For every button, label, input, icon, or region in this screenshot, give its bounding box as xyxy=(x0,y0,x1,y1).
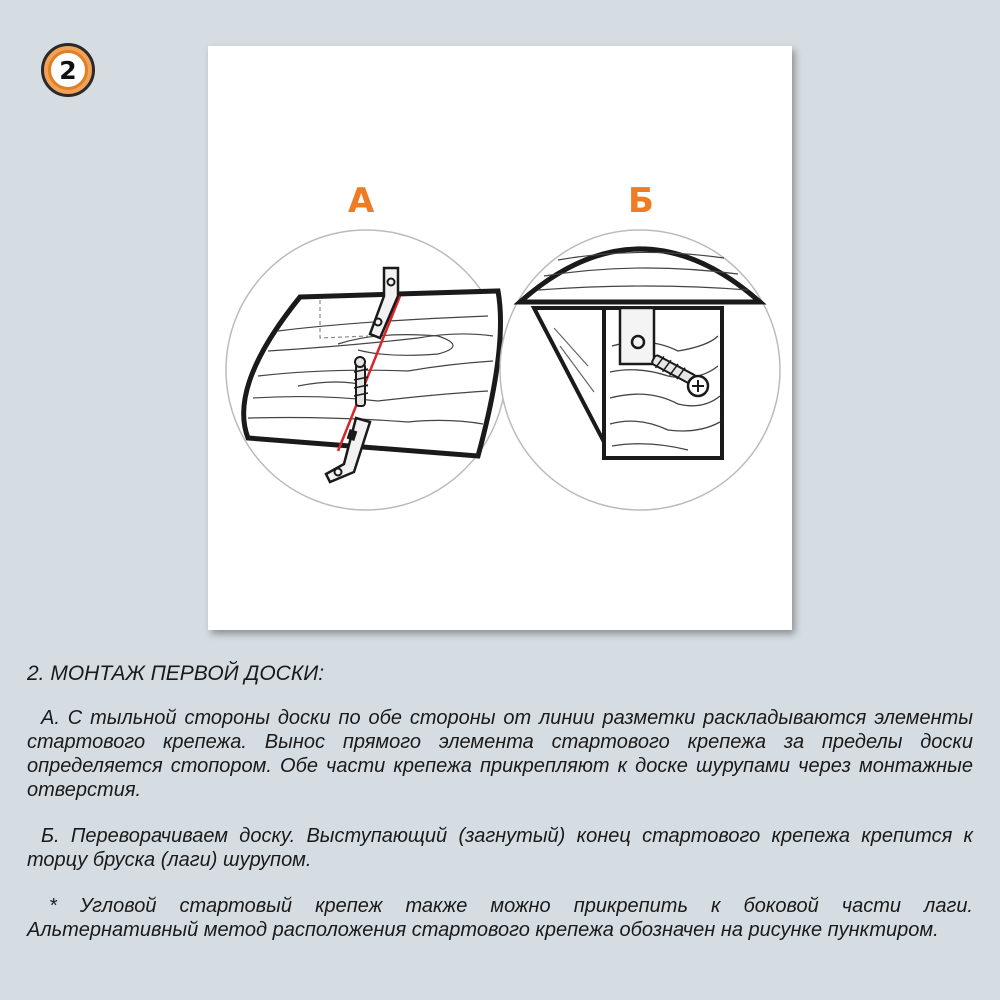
figure-label-b: Б xyxy=(628,181,654,221)
paragraph-b: Б. Переворачиваем доску. Выступающий (загнутый) конец стартового крепежа крепится к торцу бруска (лаги) шурупом. xyxy=(27,825,973,871)
paragraph-note: * Угловой стартовый крепеж также можно прикрепить к боковой части лаги. Альтернативный метод расположения стартового крепежа обозначен на рисунке пунктиром. xyxy=(27,895,973,941)
illustration-panel xyxy=(208,46,792,630)
step-number: 2 xyxy=(48,50,88,90)
installation-illustration xyxy=(208,46,792,630)
section-heading: 2. МОНТАЖ ПЕРВОЙ ДОСКИ: xyxy=(27,662,325,685)
paragraph-a: А. С тыльной стороны доски по обе стороны от линии разметки раскладываются элементы стартового крепежа. Вынос прямого элемента стартового крепежа за пределы доски определяется стопором. Обе части крепежа прикрепляют к доске шурупами через монтажные отверстия. xyxy=(27,707,973,801)
detail-a-drawing xyxy=(226,230,506,510)
step-number-badge xyxy=(41,43,95,97)
figure-label-a: А xyxy=(348,181,375,221)
detail-b-drawing xyxy=(500,230,780,510)
instructions-text xyxy=(27,662,973,964)
